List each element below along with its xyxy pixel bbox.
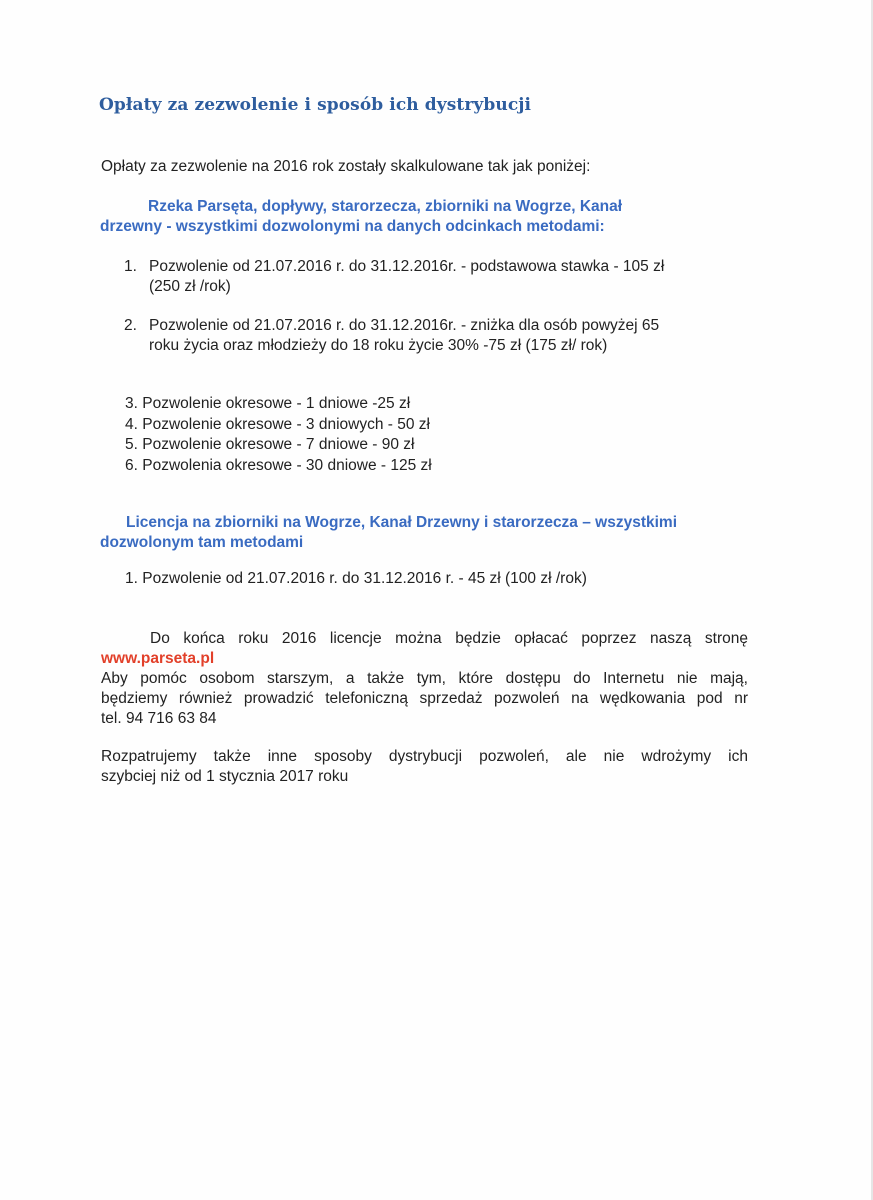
list-item: 4. Pozwolenie okresowe - 3 dniowych - 50 zł: [125, 415, 430, 433]
paragraph-line: szybciej niż od 1 stycznia 2017 roku: [101, 768, 349, 785]
website-link[interactable]: www.parseta.pl: [101, 650, 215, 667]
paragraph-line: Aby pomóc osobom starszym, a także tym, które dostępu do Internetu nie mają,: [101, 670, 748, 687]
section-heading-line: drzewny - wszystkimi dozwolonymi na danych odcinkach metodami:: [100, 218, 605, 235]
paragraph-line: Do końca roku 2016 licencje można będzie opłacać poprzez naszą stronę: [150, 630, 748, 647]
list-item-text: Pozwolenie od 21.07.2016 r. do 31.12.2016r. - zniżka dla osób powyżej 65: [149, 317, 660, 334]
section-heading-line: dozwolonym tam metodami: [100, 534, 304, 551]
paragraph-line: będziemy również prowadzić telefoniczną sprzedaż pozwoleń na wędkowania pod nr: [101, 690, 748, 707]
list-item-text: roku życia oraz młodzieży do 18 roku życie 30% -75 zł (175 zł/ rok): [149, 337, 608, 354]
phone-number: tel. 94 716 63 84: [101, 710, 217, 727]
list-item-text: (250 zł /rok): [149, 278, 231, 295]
list-item: 6. Pozwolenia okresowe - 30 dniowe - 125 zł: [125, 456, 432, 474]
distribution-paragraph: [101, 747, 748, 787]
list-item: 1. Pozwolenie od 21.07.2016 r. do 31.12.2016 r. - 45 zł (100 zł /rok): [125, 570, 587, 587]
period-permits-list: [125, 394, 432, 476]
list-item-text: Pozwolenie od 21.07.2016 r. do 31.12.2016r. - podstawowa stawka - 105 zł: [149, 258, 665, 275]
list-item: 5. Pozwolenie okresowe - 7 dniowe - 90 zł: [125, 436, 415, 453]
list-item: 3. Pozwolenie okresowe - 1 dniowe -25 zł: [125, 395, 411, 412]
intro-text: Opłaty za zezwolenie na 2016 rok zostały skalkulowane tak jak poniżej:: [101, 158, 591, 175]
section-heading-license: [100, 513, 780, 553]
section-heading-line: Rzeka Parsęta, dopływy, starorzecza, zbiorniki na Wogrze, Kanał: [148, 198, 623, 215]
paragraph-line: Rozpatrujemy także inne sposoby dystrybucji pozwoleń, ale nie wdrożymy ich: [101, 748, 748, 765]
page-title: Opłaty za zezwolenie i sposób ich dystrybucji: [99, 95, 532, 115]
section-heading-river: [100, 197, 700, 237]
list-item-number: 2.: [124, 317, 137, 334]
section-heading-line: Licencja na zbiorniki na Wogrze, Kanał Drzewny i starorzecza – wszystkimi: [126, 514, 678, 531]
list-item-number: 1.: [124, 258, 137, 275]
info-paragraph: [101, 629, 748, 729]
